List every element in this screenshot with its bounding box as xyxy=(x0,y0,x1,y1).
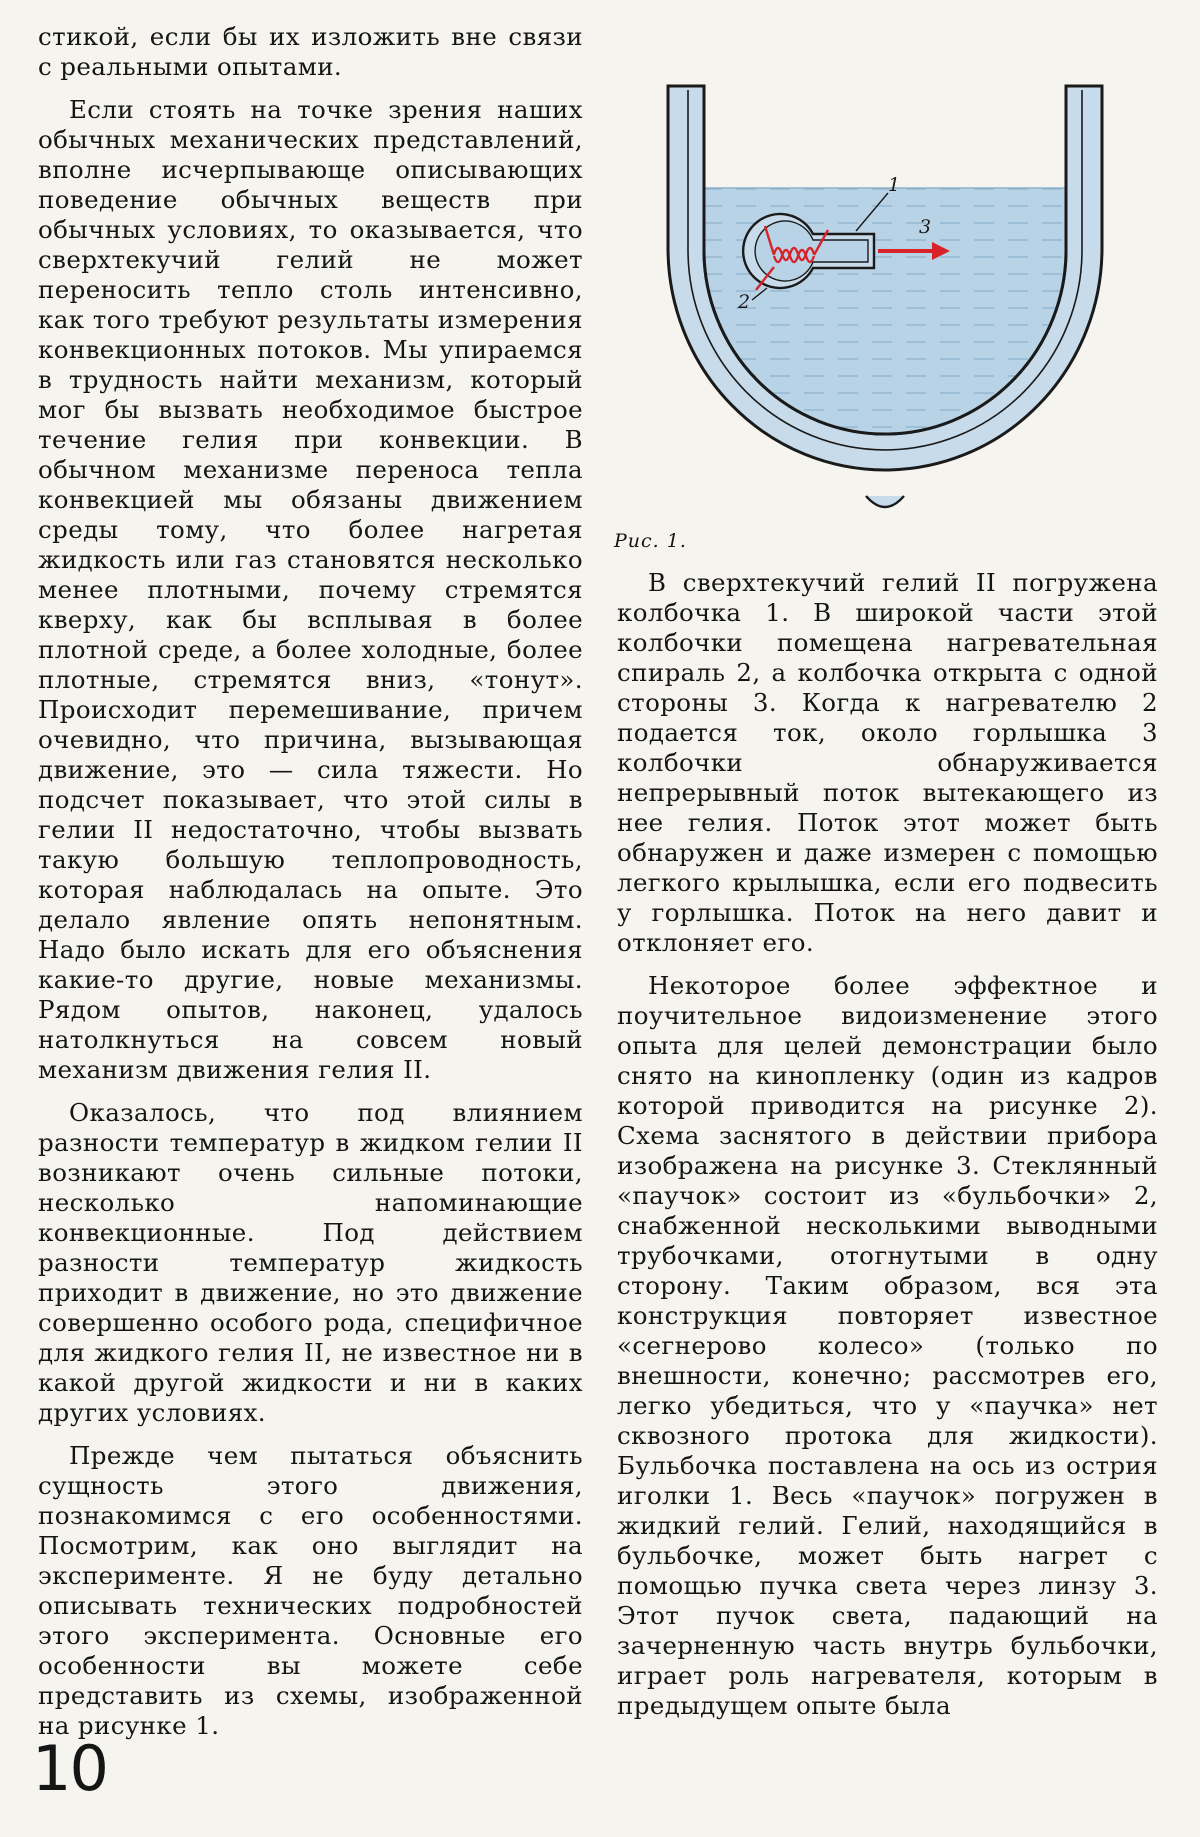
label-2: 2 xyxy=(738,291,751,313)
paragraph: Если стоять на точке зрения наших обычных механических представлений, вполне исчерпывающе описывающих поведение обычных веществ при обычных условиях, то оказывается, что сверхтекучий гелий не может переносить тепло столь интенсивно, как того требуют результаты измерения конвекционных потоков. Мы упираемся в трудность найти механизм, который мог бы вызвать необходимое быстрое течение гелия при конвекции. В обычном механизме переноса тепла конвекцией мы обязаны движением среды тому, что более нагретая жидкость или газ становятся несколько менее плотными, почему стремятся кверху, как бы всплывая в более плотной среде, а более холодные, более плотные, стремятся вниз, «тонут». Происходит перемешивание, причем очевидно, что причина, вызывающая движение, это — сила тяжести. Но подсчет показывает, что этой силы в гелии II недостаточно, чтобы вызвать такую большую теплопроводность, которая наблюдалась на опыте. Это делало явление опять непонятным. Надо было искать для его объяснения какие-то другие, новые механизмы. Рядом опытов, наконец, удалось натолкнуться на совсем новый механизм движения гелия II. xyxy=(38,95,583,1084)
figure-caption: Рис. 1. xyxy=(614,530,687,552)
label-3: 3 xyxy=(919,216,932,238)
label-1: 1 xyxy=(888,174,901,196)
paragraph: Прежде чем пытаться объяснить сущность этого движения, познакомимся с его особенностями. Посмотрим, как оно выглядит на эксперименте. Я не буду детально описывать технических подробностей этого эксперимента. Основные его особенности вы можете себе представить из схемы, изображенной на рисунке 1. xyxy=(38,1441,583,1740)
figure-helium-flask-diagram xyxy=(666,78,1104,518)
paragraph: Некоторое более эффектное и поучительное видоизменение этого опыта для целей демонстрации было снято на кинопленку (один из кадров которой приводится на рисунке 2). Схема заснятого в действии прибора изображена на рисунке 3. Стеклянный «паучок» состоит из «бульбочки» 2, снабженной несколькими выводными трубочками, отогнутыми в одну сторону. Таким образом, вся эта конструкция повторяет известное «сегнерово колесо» (только по внешности, конечно; рассмотрев его, легко убедиться, что у «паучка» нет сквозного протока для жидкости). Бульбочка поставлена на ось из острия иголки 1. Весь «паучок» погружен в жидкий гелий. Гелий, находящийся в бульбочке, может быть нагрет с помощью пучка света через линзу 3. Этот пучок света, падающий на зачерненную часть внутрь бульбочки, играет роль нагревателя, которым в предыдущем опыте была xyxy=(617,971,1158,1720)
right-column xyxy=(617,568,1158,1734)
left-column xyxy=(38,22,583,1754)
figure-illustration xyxy=(666,78,1104,518)
paragraph: стикой, если бы их изложить вне связи с реальными опытами. xyxy=(38,22,583,81)
paragraph: Оказалось, что под влиянием разности температур в жидком гелии II возникают очень сильные потоки, несколько напоминающие конвекционные. Под действием разности температур жидкость приходит в движение, но это движение совершенно особого рода, специфичное для жидкого гелия II, не известное ни в какой другой жидкости и ни в каких других условиях. xyxy=(38,1098,583,1427)
page-number: 10 xyxy=(32,1732,107,1805)
paragraph: В сверхтекучий гелий II погружена колбочка 1. В широкой части этой колбочки помещена нагревательная спираль 2, а колбочка открыта с одной стороны 3. Когда к нагревателю 2 подается ток, около горлышка 3 колбочки обнаруживается непрерывный поток вытекающего из нее гелия. Поток этот может быть обнаружен и даже измерен с помощью легкого крылышка, если его подвесить у горлышка. Поток на него давит и отклоняет его. xyxy=(617,568,1158,957)
